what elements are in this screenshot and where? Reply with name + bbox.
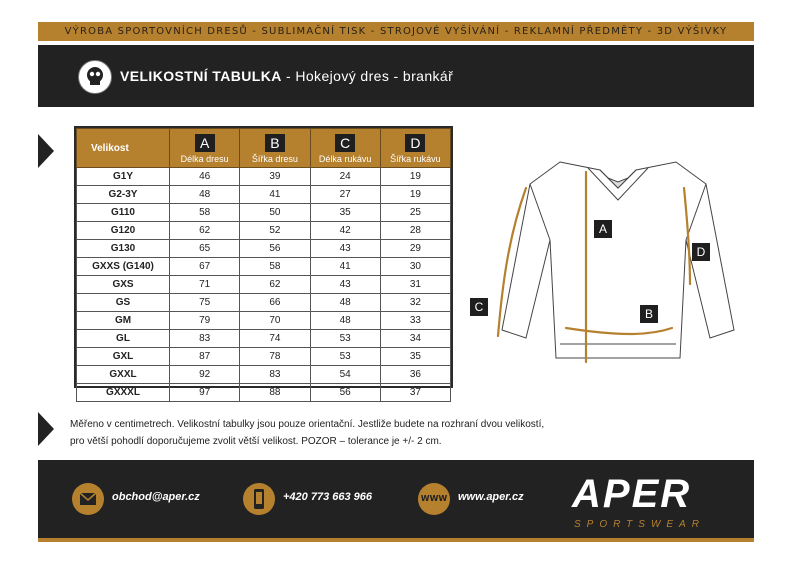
cell-value-b: 50	[240, 204, 310, 222]
cell-value-a: 83	[170, 330, 240, 348]
table-row	[77, 204, 451, 222]
cell-value-b: 83	[240, 366, 310, 384]
cell-value-d: 25	[380, 204, 450, 222]
size-table	[74, 126, 453, 398]
col-a-header	[170, 129, 240, 168]
col-c-letter: C	[335, 134, 355, 152]
cell-value-d: 36	[380, 366, 450, 384]
cell-value-a: 92	[170, 366, 240, 384]
diagram-label-c: C	[470, 298, 488, 316]
aper-logo: APER	[572, 472, 692, 516]
cell-size: G130	[77, 240, 170, 258]
cell-size: GXS	[77, 276, 170, 294]
cell-value-c: 48	[310, 294, 380, 312]
cell-value-c: 54	[310, 366, 380, 384]
table-row	[77, 312, 451, 330]
cell-size: GS	[77, 294, 170, 312]
table-row	[77, 348, 451, 366]
cell-size: GM	[77, 312, 170, 330]
web-link[interactable]: www.aper.cz	[458, 491, 524, 503]
cell-value-a: 58	[170, 204, 240, 222]
cell-value-c: 53	[310, 330, 380, 348]
note-line-1: Měřeno v centimetrech. Velikostní tabulky jsou pouze orientační. Jestliže budete na rozhraní dvou velikostí,	[70, 419, 545, 430]
cell-value-a: 75	[170, 294, 240, 312]
cell-value-d: 31	[380, 276, 450, 294]
cell-value-d: 29	[380, 240, 450, 258]
cell-size: G120	[77, 222, 170, 240]
cell-value-c: 53	[310, 348, 380, 366]
col-a-label: Délka dresu	[180, 154, 229, 164]
cell-value-d: 33	[380, 312, 450, 330]
cell-value-d: 30	[380, 258, 450, 276]
cell-value-b: 39	[240, 168, 310, 186]
skull-logo-icon	[78, 60, 112, 94]
email-link[interactable]: obchod@aper.cz	[112, 491, 200, 503]
col-b-label: Šířka dresu	[251, 154, 298, 164]
cell-value-a: 87	[170, 348, 240, 366]
cell-value-a: 65	[170, 240, 240, 258]
cell-value-c: 24	[310, 168, 380, 186]
cell-value-a: 46	[170, 168, 240, 186]
title-bold: VELIKOSTNÍ TABULKA	[120, 68, 282, 84]
table-row	[77, 240, 451, 258]
phone-icon	[243, 483, 275, 515]
cell-value-b: 58	[240, 258, 310, 276]
diagram-label-d: D	[692, 243, 710, 261]
diagram-label-a: A	[594, 220, 612, 238]
cell-value-c: 27	[310, 186, 380, 204]
table-row	[77, 276, 451, 294]
cell-value-d: 19	[380, 168, 450, 186]
arrow-right-icon	[38, 412, 54, 446]
aper-logo-subtitle: SPORTSWEAR	[574, 519, 705, 530]
www-icon: WWW	[418, 483, 450, 515]
cell-value-d: 37	[380, 384, 450, 402]
cell-value-d: 28	[380, 222, 450, 240]
phone-number[interactable]: +420 773 663 966	[283, 491, 373, 503]
col-a-letter: A	[195, 134, 215, 152]
cell-size: G110	[77, 204, 170, 222]
cell-value-b: 52	[240, 222, 310, 240]
cell-value-a: 71	[170, 276, 240, 294]
cell-value-a: 79	[170, 312, 240, 330]
page-title	[120, 45, 453, 107]
envelope-icon	[72, 483, 104, 515]
arrow-right-icon	[38, 134, 54, 168]
col-b-letter: B	[265, 134, 285, 152]
cell-size: GXXS (G140)	[77, 258, 170, 276]
table-row	[77, 330, 451, 348]
table-row	[77, 222, 451, 240]
cell-value-b: 78	[240, 348, 310, 366]
cell-value-a: 48	[170, 186, 240, 204]
cell-value-d: 34	[380, 330, 450, 348]
col-d-letter: D	[405, 134, 425, 152]
cell-value-b: 66	[240, 294, 310, 312]
table-row	[77, 186, 451, 204]
cell-value-a: 62	[170, 222, 240, 240]
title-bar	[38, 45, 754, 107]
cell-value-b: 74	[240, 330, 310, 348]
services-strip: VÝROBA SPORTOVNÍCH DRESŮ - SUBLIMAČNÍ TISK - STROJOVÉ VYŠÍVÁNÍ - REKLAMNÍ PŘEDMĚTY - 3D VÝŠIVKY	[38, 22, 754, 41]
table-row	[77, 384, 451, 402]
size-header: Velikost	[77, 129, 170, 168]
cell-value-c: 56	[310, 384, 380, 402]
cell-value-c: 41	[310, 258, 380, 276]
cell-value-b: 62	[240, 276, 310, 294]
table-row	[77, 294, 451, 312]
diagram-label-b: B	[640, 305, 658, 323]
cell-value-a: 67	[170, 258, 240, 276]
footer	[38, 460, 754, 538]
cell-value-b: 88	[240, 384, 310, 402]
cell-size: G1Y	[77, 168, 170, 186]
col-d-label: Šířka rukávu	[390, 154, 441, 164]
cell-value-c: 42	[310, 222, 380, 240]
title-rest: - Hokejový dres - brankář	[281, 68, 454, 84]
col-c-label: Délka rukávu	[318, 154, 372, 164]
cell-value-d: 32	[380, 294, 450, 312]
note-line-2: pro větší pohodlí doporučujeme zvolit větší velikost. POZOR – tolerance je +/- 2 cm.	[70, 436, 442, 447]
table-row	[77, 366, 451, 384]
footer-accent-line	[38, 538, 754, 542]
cell-value-b: 41	[240, 186, 310, 204]
cell-size: GXXL	[77, 366, 170, 384]
cell-value-c: 43	[310, 240, 380, 258]
cell-value-b: 70	[240, 312, 310, 330]
table-row	[77, 258, 451, 276]
cell-value-c: 35	[310, 204, 380, 222]
col-c-header	[310, 129, 380, 168]
cell-value-c: 43	[310, 276, 380, 294]
cell-value-d: 35	[380, 348, 450, 366]
cell-size: GXL	[77, 348, 170, 366]
jersey-diagram	[468, 148, 758, 378]
col-b-header	[240, 129, 310, 168]
cell-size: GXXXL	[77, 384, 170, 402]
col-d-header	[380, 129, 450, 168]
cell-value-d: 19	[380, 186, 450, 204]
cell-value-a: 97	[170, 384, 240, 402]
cell-value-b: 56	[240, 240, 310, 258]
cell-size: GL	[77, 330, 170, 348]
cell-value-c: 48	[310, 312, 380, 330]
table-row	[77, 168, 451, 186]
cell-size: G2-3Y	[77, 186, 170, 204]
measurement-note	[70, 416, 544, 450]
